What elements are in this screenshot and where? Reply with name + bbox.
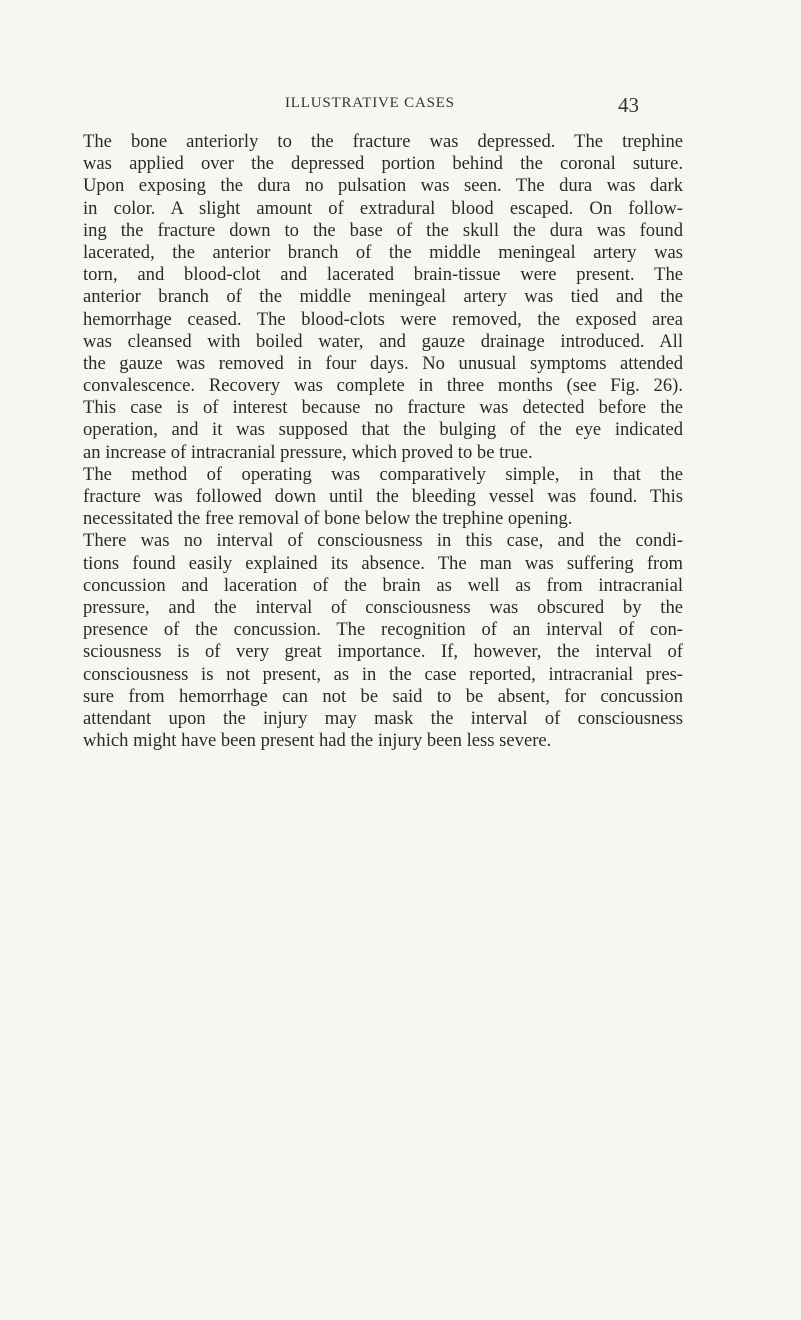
text-line: presence of the concussion. The recognition of an interval of con- (83, 619, 683, 641)
page-number: 43 (618, 93, 639, 117)
text-line: operation, and it was supposed that the bulging of the eye indicated (83, 419, 683, 441)
text-line: Upon exposing the dura no pulsation was seen. The dura was dark (83, 175, 683, 197)
running-title: ILLUSTRATIVE CASES (285, 95, 455, 111)
text-line: sure from hemorrhage can not be said to be absent, for concussion (83, 685, 683, 707)
text-line: was cleansed with boiled water, and gauze drainage introduced. All (83, 330, 683, 352)
text-line: This case is of interest because no fracture was detected before the (83, 397, 683, 419)
text-line: attendant upon the injury may mask the interval of consciousness (83, 707, 683, 729)
body-text (83, 131, 683, 752)
text-line: ing the fracture down to the base of the skull the dura was found (83, 219, 683, 241)
text-line: concussion and laceration of the brain as well as from intracranial (83, 574, 683, 596)
text-line: consciousness is not present, as in the case reported, intracranial pres- (83, 663, 683, 685)
text-line: pressure, and the interval of consciousness was obscured by the (83, 596, 683, 618)
text-line: lacerated, the anterior branch of the middle meningeal artery was (83, 241, 683, 263)
text-line: The method of operating was comparatively simple, in that the (83, 463, 683, 485)
text-line: anterior branch of the middle meningeal artery was tied and the (83, 286, 683, 308)
text-line: the gauze was removed in four days. No unusual symptoms attended (83, 352, 683, 374)
text-line: hemorrhage ceased. The blood-clots were removed, the exposed area (83, 308, 683, 330)
text-line: fracture was followed down until the bleeding vessel was found. This (83, 486, 683, 507)
text-line: tions found easily explained its absence. The man was suffering from (83, 552, 683, 574)
text-line: was applied over the depressed portion behind the coronal suture. (83, 153, 683, 175)
text-line: sciousness is of very great importance. If, however, the interval of (83, 641, 683, 663)
text-line: The bone anteriorly to the fracture was depressed. The trephine (83, 131, 683, 152)
text-line: in color. A slight amount of extradural blood escaped. On follow- (83, 197, 683, 219)
text-line: which might have been present had the injury been less severe. (83, 730, 552, 752)
text-line: convalescence. Recovery was complete in three months (see Fig. 26). (83, 375, 683, 397)
text-line: torn, and blood-clot and lacerated brain-tissue were present. The (83, 264, 683, 286)
text-line: an increase of intracranial pressure, which proved to be true. (83, 441, 533, 463)
text-line: There was no interval of consciousness in this case, and the condi- (83, 530, 683, 552)
text-line: necessitated the free removal of bone below the trephine opening. (83, 508, 573, 530)
running-head (0, 95, 801, 119)
